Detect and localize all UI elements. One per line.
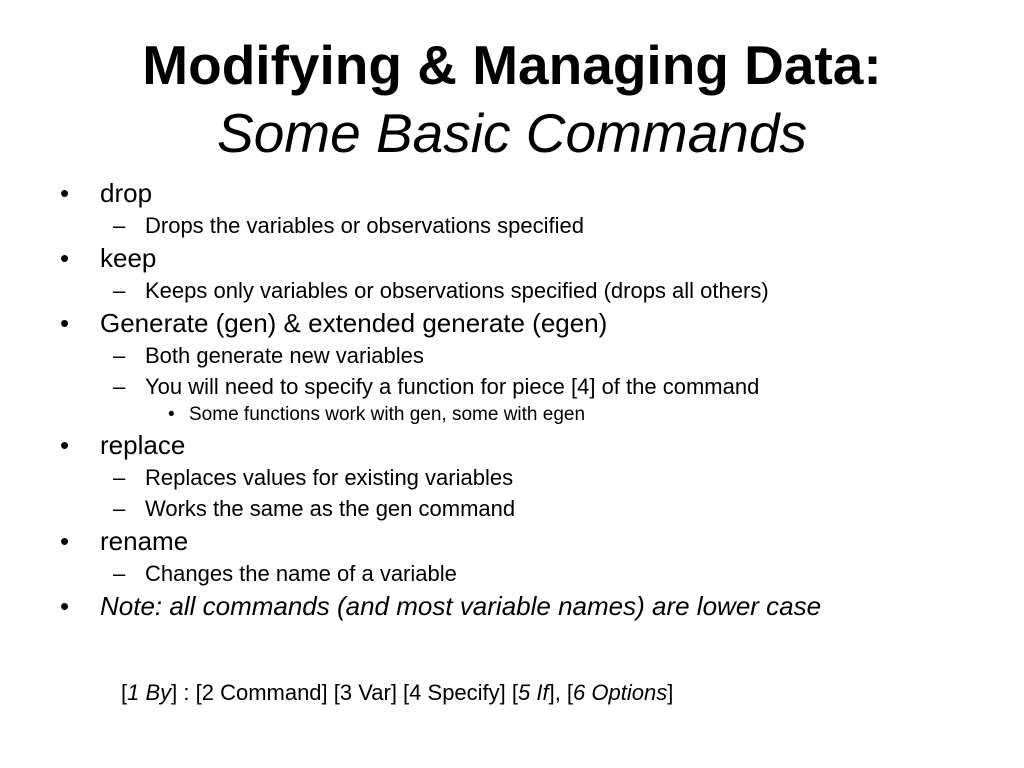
bullet-icon: • bbox=[60, 591, 70, 621]
sub-bullet-item bbox=[0, 558, 1024, 589]
sub-bullet-label: You will need to specify a function for piece [4] of the command bbox=[145, 374, 760, 399]
sub-bullet-label: Keeps only variables or observations specified (drops all others) bbox=[145, 278, 769, 303]
dash-icon: – bbox=[113, 374, 126, 399]
dash-icon: – bbox=[113, 561, 126, 586]
sub-bullet-item bbox=[0, 371, 1024, 402]
bullet-icon: • bbox=[168, 404, 175, 425]
sub-sub-bullet-label: Some functions work with gen, some with egen bbox=[189, 404, 586, 425]
bullet-label: rename bbox=[100, 526, 189, 556]
sub-bullet-item bbox=[0, 462, 1024, 493]
command-syntax bbox=[121, 678, 673, 708]
dash-icon: – bbox=[113, 496, 126, 521]
syntax-by: 1 By bbox=[127, 680, 172, 705]
sub-bullet-label: Drops the variables or observations specified bbox=[145, 213, 585, 238]
sub-bullet-item bbox=[0, 275, 1024, 306]
bullet-item-rename bbox=[0, 524, 1024, 558]
bullet-label: replace bbox=[100, 430, 186, 460]
sub-bullet-item bbox=[0, 340, 1024, 371]
sub-sub-bullet-item bbox=[0, 402, 1024, 428]
syntax-if: 5 If bbox=[518, 680, 549, 705]
bullet-item-note bbox=[0, 589, 1024, 623]
syntax-separator: ], [ bbox=[548, 680, 574, 705]
bullet-icon: • bbox=[60, 526, 70, 556]
bullet-item-generate bbox=[0, 306, 1024, 340]
bullet-icon: • bbox=[60, 178, 70, 208]
bullet-icon: • bbox=[60, 308, 70, 338]
bullet-item-keep bbox=[0, 241, 1024, 275]
bullet-label: keep bbox=[100, 243, 157, 273]
syntax-options: 6 Options bbox=[573, 680, 668, 705]
bullet-label: Generate (gen) & extended generate (egen) bbox=[100, 308, 608, 338]
sub-bullet-label: Works the same as the gen command bbox=[145, 496, 516, 521]
bullet-icon: • bbox=[60, 243, 70, 273]
sub-bullet-label: Both generate new variables bbox=[145, 343, 424, 368]
bullet-icon: • bbox=[60, 430, 70, 460]
title-line-1: Modifying & Managing Data: bbox=[142, 34, 882, 96]
syntax-open: [ bbox=[121, 680, 128, 705]
slide-title bbox=[0, 31, 1024, 167]
sub-bullet-item bbox=[0, 493, 1024, 524]
dash-icon: – bbox=[113, 343, 126, 368]
sub-bullet-item bbox=[0, 210, 1024, 241]
title-line-2: Some Basic Commands bbox=[217, 102, 807, 164]
bullet-list bbox=[0, 176, 1024, 623]
dash-icon: – bbox=[113, 278, 126, 303]
sub-bullet-label: Replaces values for existing variables bbox=[145, 465, 514, 490]
syntax-close: ] bbox=[667, 680, 674, 705]
bullet-label: drop bbox=[100, 178, 153, 208]
note-label: Note: all commands (and most variable names) are lower case bbox=[100, 591, 822, 621]
bullet-item-replace bbox=[0, 428, 1024, 462]
dash-icon: – bbox=[113, 465, 126, 490]
sub-bullet-label: Changes the name of a variable bbox=[145, 561, 457, 586]
syntax-middle: ] : [2 Command] [3 Var] [4 Specify] [ bbox=[171, 680, 518, 705]
bullet-item-drop bbox=[0, 176, 1024, 210]
dash-icon: – bbox=[113, 213, 126, 238]
